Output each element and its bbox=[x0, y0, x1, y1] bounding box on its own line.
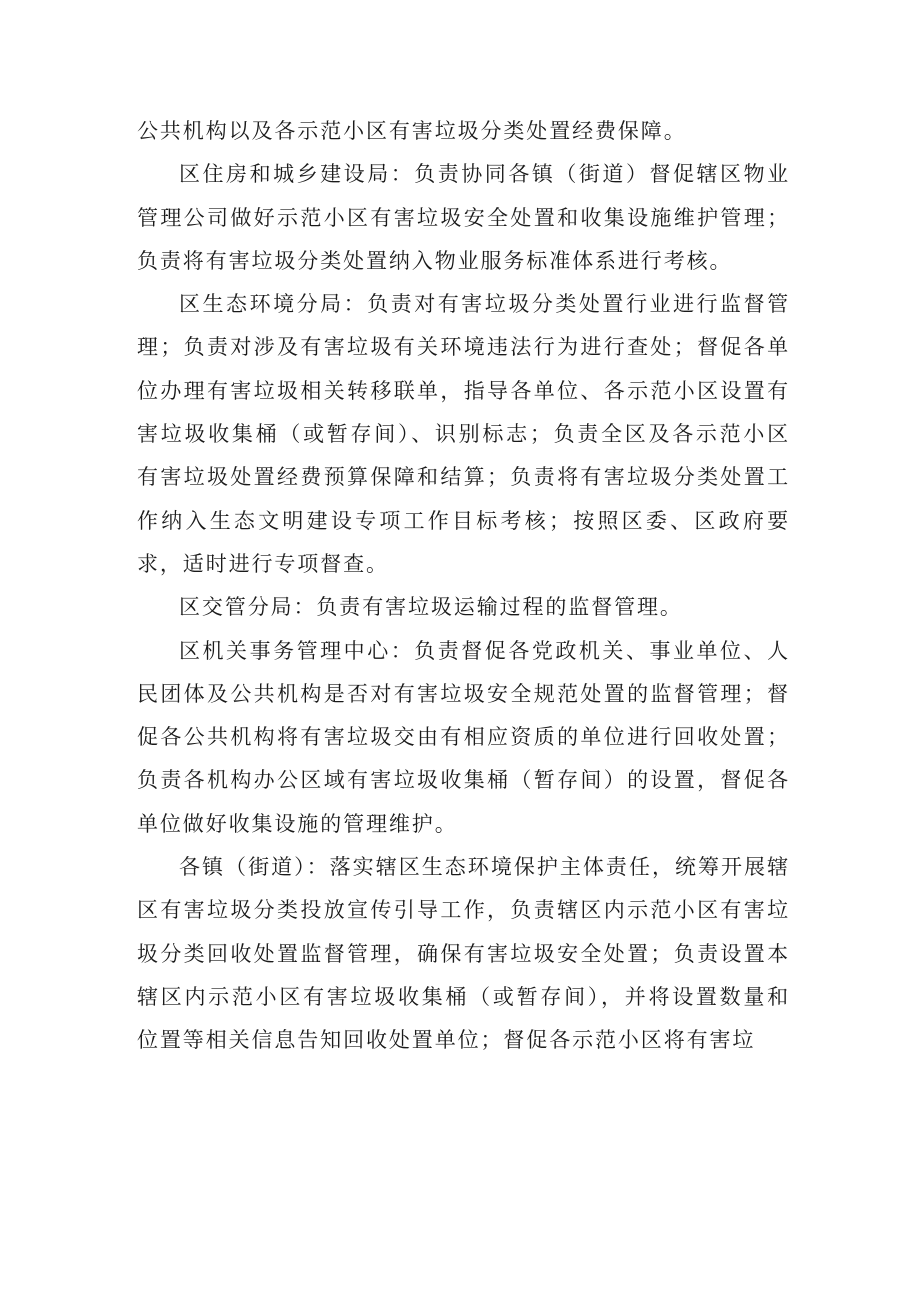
paragraph-towns-streets: 各镇（街道）：落实辖区生态环境保护主体责任，统筹开展辖区有害垃圾分类投放宣传引导工作，负责辖区内示范小区有害垃圾分类回收处置监督管理，确保有害垃圾安全处置；负责设置本辖区内示范小区有害垃圾收集桶（或暂存间），并将设置数量和位置等相关信息告知回收处置单位；督促各示范小区将有害垃 bbox=[137, 855, 790, 1053]
paragraph-traffic-bureau: 区交管分局：负责有害垃圾运输过程的监督管理。 bbox=[179, 595, 683, 620]
document-body bbox=[137, 110, 790, 1063]
paragraph-environment-bureau: 区生态环境分局：负责对有害垃圾分类处置行业进行监督管理；负责对涉及有害垃圾有关环境违法行为进行查处；督促各单位办理有害垃圾相关转移联单，指导各单位、各示范小区设置有害垃圾收集桶（或暂存间）、识别标志；负责全区及各示范小区有害垃圾处置经费预算保障和结算；负责将有害垃圾分类处置工作纳入生态文明建设专项工作目标考核；按照区委、区政府要求，适时进行专项督查。 bbox=[137, 292, 790, 576]
paragraph-funding-continuation: 公共机构以及各示范小区有害垃圾分类处置经费保障。 bbox=[137, 119, 687, 143]
paragraph-housing-bureau: 区住房和城乡建设局：负责协同各镇（街道）督促辖区物业管理公司做好示范小区有害垃圾安全处置和收集设施维护管理；负责将有害垃圾分类处置纳入物业服务标准体系进行考核。 bbox=[137, 162, 790, 273]
paragraph-affairs-center: 区机关事务管理中心：负责督促各党政机关、事业单位、人民团体及公共机构是否对有害垃圾安全规范处置的监督管理；督促各公共机构将有害垃圾交由有相应资质的单位进行回收处置；负责各机构办公区域有害垃圾收集桶（暂存间）的设置，督促各单位做好收集设施的管理维护。 bbox=[137, 638, 790, 836]
